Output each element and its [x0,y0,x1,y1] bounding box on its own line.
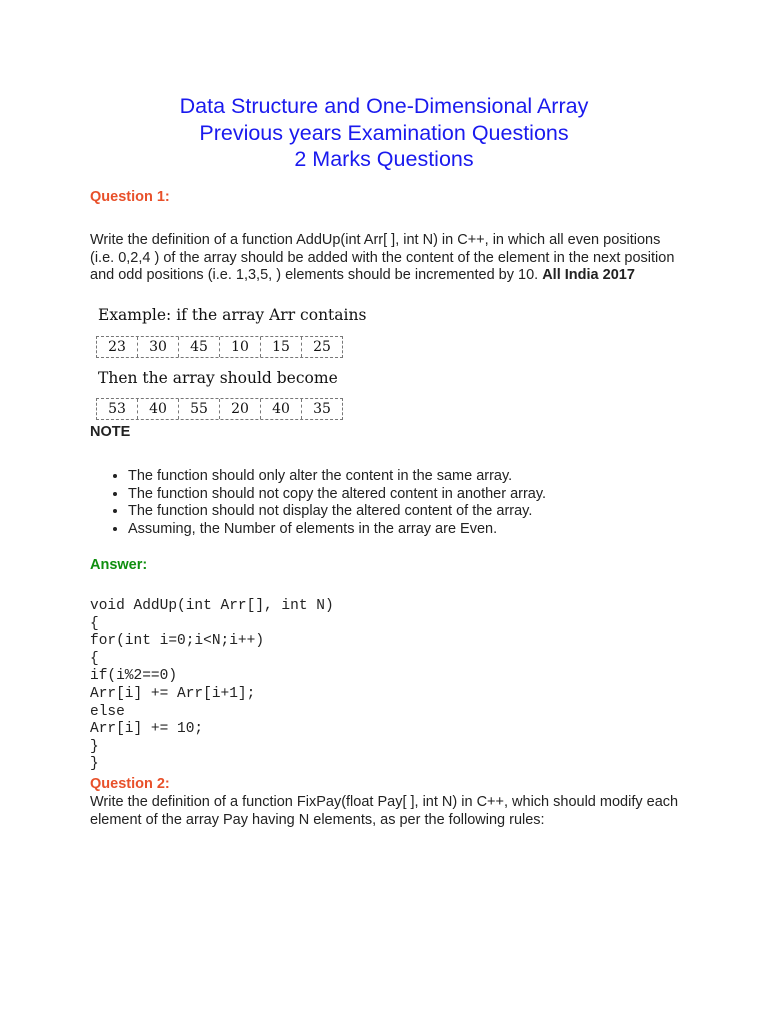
array-cell: 15 [261,337,302,357]
question-2-text: Write the definition of a function FixPay(float Pay[ ], int N) in C++, which should modify each element of the array Pay having N elements, as per the following rules: [90,794,679,828]
note-item: • The function should only alter the content in the same array. [128,468,546,486]
note-item: • Assuming, the Number of elements in the array are Even. [128,521,546,539]
answer-code: void AddUp(int Arr[], int N) { for(int i=0;i<N;i++) { if(i%2==0) Arr[i] += Arr[i+1]; else Arr[i] += 10; } } [90,598,334,773]
question-2-heading: Question 2: [90,776,170,792]
array-after [96,398,343,420]
document-title [0,93,768,173]
note-item: • The function should not display the altered content of the array. [128,503,546,521]
example-label: Example: if the array Arr contains [98,306,367,324]
array-cell: 53 [97,399,138,419]
title-line-1: Data Structure and One-Dimensional Array [179,94,589,118]
question-1-source: All India 2017 [542,267,635,284]
question-1-heading: Question 1: [90,189,170,205]
note-item: • The function should not copy the altered content in another array. [128,486,546,504]
array-cell: 20 [220,399,261,419]
title-line-2: Previous years Examination Questions [199,120,569,145]
array-cell: 40 [261,399,302,419]
array-cell: 10 [220,337,261,357]
answer-heading: Answer: [90,557,148,573]
array-cell: 30 [138,337,179,357]
array-cell: 23 [97,337,138,357]
question-1-text [90,232,680,285]
array-cell: 45 [179,337,220,357]
title-line-3: 2 Marks Questions [294,147,474,171]
array-cell: 25 [313,339,331,355]
array-cell: 40 [138,399,179,419]
array-before [96,336,343,358]
question-1-body: Write the definition of a function AddUp(int Arr[ ], int N) in C++, in which all even positions (i.e. 0,2,4 ) of the array should be added with the content of the element in the next position and odd positions (i.e. 1,3,5, ) elements should be incremented by 10. [90,232,675,284]
note-heading: NOTE [90,424,131,440]
notes-list [90,468,546,538]
then-label: Then the array should become [98,369,338,387]
array-cell: 55 [179,399,220,419]
array-cell: 35 [313,401,331,417]
